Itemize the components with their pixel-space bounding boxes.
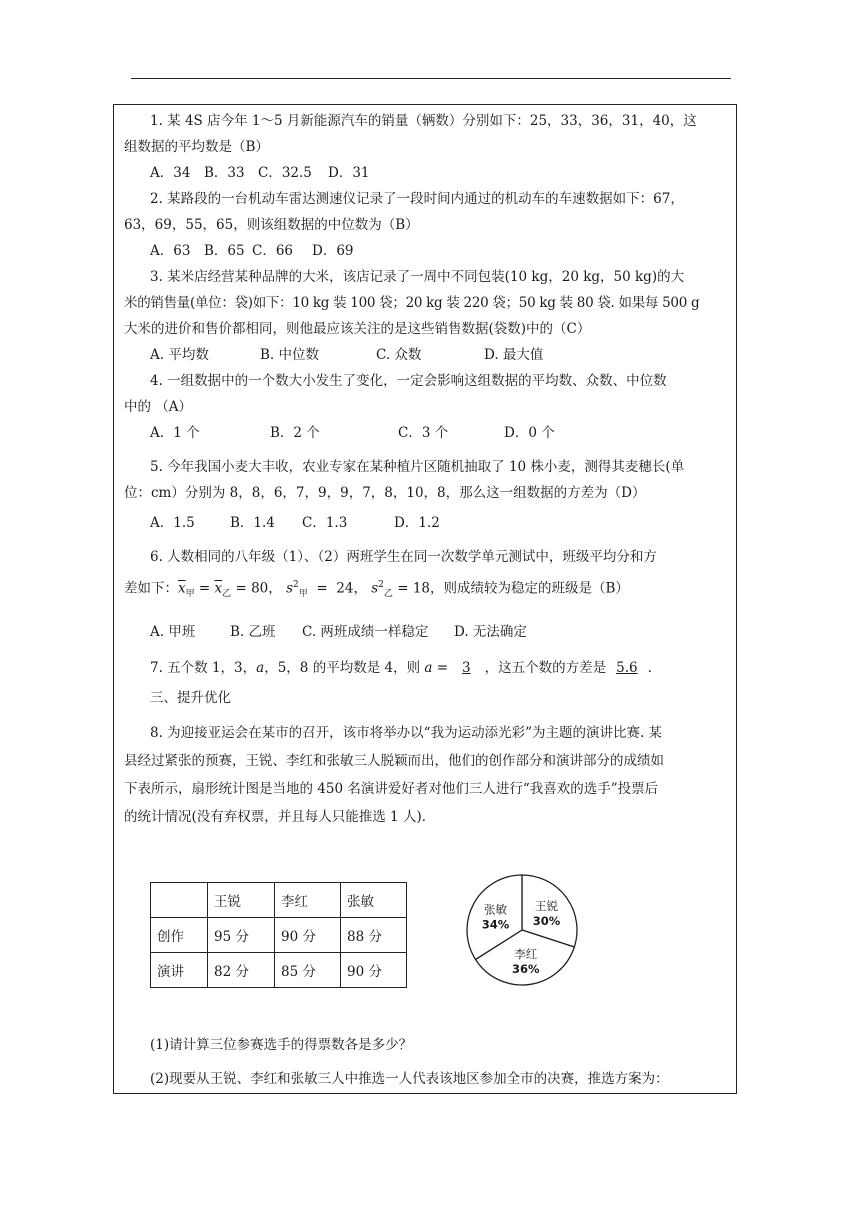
q4-option-a: A．1 个	[150, 425, 200, 441]
q6-sub-jia: 甲	[185, 589, 195, 600]
q6-mean-value: 80	[251, 580, 269, 597]
table-cell: 95 分	[208, 918, 275, 953]
pie-label-name: 李红	[514, 947, 538, 962]
q7-eq: =	[436, 660, 449, 677]
q8-sub2: (2)现要从王锐、李红和张敏三人中推选一人代表该地区参加全市的决赛，推选方案为：	[150, 1071, 669, 1087]
q6-option-d: D. 无法确定	[454, 624, 527, 641]
pie-label-name: 张敏	[483, 902, 507, 917]
q2-option-b: B．65	[204, 243, 245, 259]
table-row	[151, 953, 407, 988]
q2-option-c: C．66	[252, 243, 294, 259]
q6-text-line2: 差如下：$\overline{x}_甲 = \overline{x}_乙 = 80$， $s^2_甲 = 24$， $s^2_乙 = 18$，则成绩较为稳定的班级是（B）	[124, 580, 629, 600]
pie-label-percent: 34%	[481, 917, 510, 932]
q1-text-line2: 组数据的平均数是（B）	[124, 139, 269, 155]
table-header-cell: 王锐	[208, 883, 275, 918]
table-header-cell: 张敏	[341, 883, 407, 918]
q7-mid: ，5，8 的平均数是 4，则	[264, 660, 421, 677]
q5-option-d: D．1.2	[394, 515, 440, 531]
q5-option-a: A．1.5	[150, 515, 195, 531]
pie-label-percent: 30%	[532, 914, 561, 929]
q6-options	[124, 619, 734, 645]
q6-option-b: B. 乙班	[230, 624, 276, 641]
section-3-heading: 三、提升优化	[150, 690, 231, 707]
q1-options	[124, 160, 734, 186]
q5-text-line1: 5. 今年我国小麦大丰收，农业专家在某种植片区随机抽取了 10 株小麦，测得其麦穗长(单	[150, 459, 685, 475]
q1-text-line1: 1. 某 4S 店今年 1～5 月新能源汽车的销量（辆数）分别如下：25，33，36，31，40，这	[150, 113, 697, 129]
q7-a-var: a	[256, 660, 265, 677]
table-cell: 85 分	[275, 953, 341, 988]
table-cell: 88 分	[341, 918, 407, 953]
q2-option-a: A．63	[150, 243, 191, 259]
q6-sub-yi: 乙	[222, 589, 232, 600]
q8-text-line4: 的统计情况(没有弃权票，并且每人只能推选 1 人)．	[124, 809, 436, 826]
table-cell: 90 分	[341, 953, 407, 988]
q4-option-b: B．2 个	[270, 425, 320, 441]
q6-option-c: C. 两班成绩一样稳定	[302, 624, 429, 641]
q7-prefix: 7. 五个数 1，3，	[150, 660, 257, 677]
q6-sup-jia: 2	[293, 580, 299, 590]
table-header-cell	[151, 883, 208, 918]
q6-text-prefix: 差如下：	[124, 580, 178, 597]
table-cell: 90 分	[275, 918, 341, 953]
q8-sub1: (1)请计算三位参赛选手的得票数各是多少？	[150, 1037, 413, 1053]
table-header-cell: 李红	[275, 883, 341, 918]
q6-var-s-jia: s	[286, 580, 294, 597]
q4-option-c: C．3 个	[398, 425, 449, 441]
pie-label-name: 王锐	[534, 899, 558, 914]
q1-option-b: B．33	[204, 165, 245, 181]
q7-mid2: ，这五个数的方差是	[484, 660, 607, 677]
q6-option-a: A. 甲班	[150, 624, 196, 641]
q6-var-sub-jia: 甲	[298, 589, 308, 600]
table-cell: 82 分	[208, 953, 275, 988]
q1-option-a: A．34	[150, 165, 191, 181]
q4-text-line1: 4. 一组数据中的一个数大小发生了变化，一定会影响这组数据的平均数、众数、中位数	[150, 373, 667, 389]
q3-text-line2: 米的销售量(单位：袋)如下：10 kg 装 100 袋；20 kg 装 220 袋；50 kg 装 80 袋. 如果每 500 g	[124, 295, 700, 311]
q6-var-yi-value: 18	[412, 580, 431, 597]
q6-text-line1: 6. 人数相同的八年级（1）、（2）两班学生在同一次数学单元测试中，班级平均分和方	[150, 549, 657, 565]
q4-options	[124, 420, 734, 446]
q3-text-line3: 大米的进价和售价都相同，则他最应该关注的是这些销售数据(袋数)中的（C）	[124, 321, 591, 337]
q6-var-jia-value: 24	[336, 580, 354, 597]
q6-sup-yi: 2	[378, 580, 384, 590]
q3-options	[124, 342, 734, 368]
header-rule	[131, 78, 731, 79]
score-table	[150, 882, 407, 988]
q3-option-c: C. 众数	[376, 347, 422, 363]
q5-option-c: C．1.3	[302, 515, 348, 531]
q8-text-line1: 8. 为迎接亚运会在某市的召开，该市将举办以“我为运动添光彩”为主题的演讲比赛. 某	[150, 725, 663, 742]
q5-option-b: B．1.4	[230, 515, 275, 531]
q3-option-b: B. 中位数	[260, 347, 320, 363]
vote-pie-chart	[464, 872, 580, 988]
q6-var-s-yi: s	[371, 580, 379, 597]
q3-option-a: A. 平均数	[150, 347, 209, 363]
q2-text-line2: 63，69，55，65，则该组数据的中位数为（B）	[124, 217, 419, 233]
q2-options	[124, 238, 734, 264]
q6-var-sub-yi: 乙	[383, 589, 393, 600]
q3-option-d: D. 最大值	[484, 347, 544, 363]
q1-option-d: D．31	[328, 165, 370, 181]
table-header-row	[151, 883, 407, 918]
q5-text-line2: 位：cm）分别为 8，8，6，7，9，9，7，8，10，8，那么这一组数据的方差为（D）	[124, 485, 646, 501]
q7-suffix: .	[647, 660, 652, 677]
q7-text	[124, 655, 734, 681]
q1-option-c: C．32.5	[258, 165, 312, 181]
q2-text-line1: 2. 某路段的一台机动车雷达测速仪记录了一段时间内通过的机动车的车速数据如下：67，	[150, 191, 684, 207]
q7-answer-var: 5.6	[616, 660, 638, 677]
q7-a-var-2: a	[424, 660, 433, 677]
q4-option-d: D．0 个	[504, 425, 555, 441]
q8-subquestions	[124, 1032, 734, 1092]
q6-mean-var-yi: $\overline{x}$	[214, 580, 223, 597]
q8-text-line3: 下表所示，扇形统计图是当地的 450 名演讲爱好者对他们三人进行“我喜欢的选手”投票后	[124, 781, 659, 798]
q3-text-line1: 3. 某米店经营某种品牌的大米，该店记录了一周中不同包装(10 kg，20 kg，50 kg)的大	[150, 269, 685, 285]
worksheet-content	[124, 108, 734, 831]
q2-option-d: D．69	[312, 243, 354, 259]
table-row	[151, 918, 407, 953]
q8-text-line2: 县经过紧张的预赛，王锐、李红和张敏三人脱颖而出，他们的创作部分和演讲部分的成绩如	[124, 753, 664, 770]
table-cell: 演讲	[151, 953, 208, 988]
q7-answer-a: 3	[462, 660, 471, 677]
q6-text-suffix: ，则成绩较为稳定的班级是（B）	[430, 580, 629, 597]
pie-label-percent: 36%	[512, 962, 540, 977]
q4-text-line2: 中的 （A）	[124, 399, 193, 415]
q5-options	[124, 510, 734, 536]
q6-mean-var-jia: $\overline{x}$	[178, 580, 186, 597]
table-cell: 创作	[151, 918, 208, 953]
